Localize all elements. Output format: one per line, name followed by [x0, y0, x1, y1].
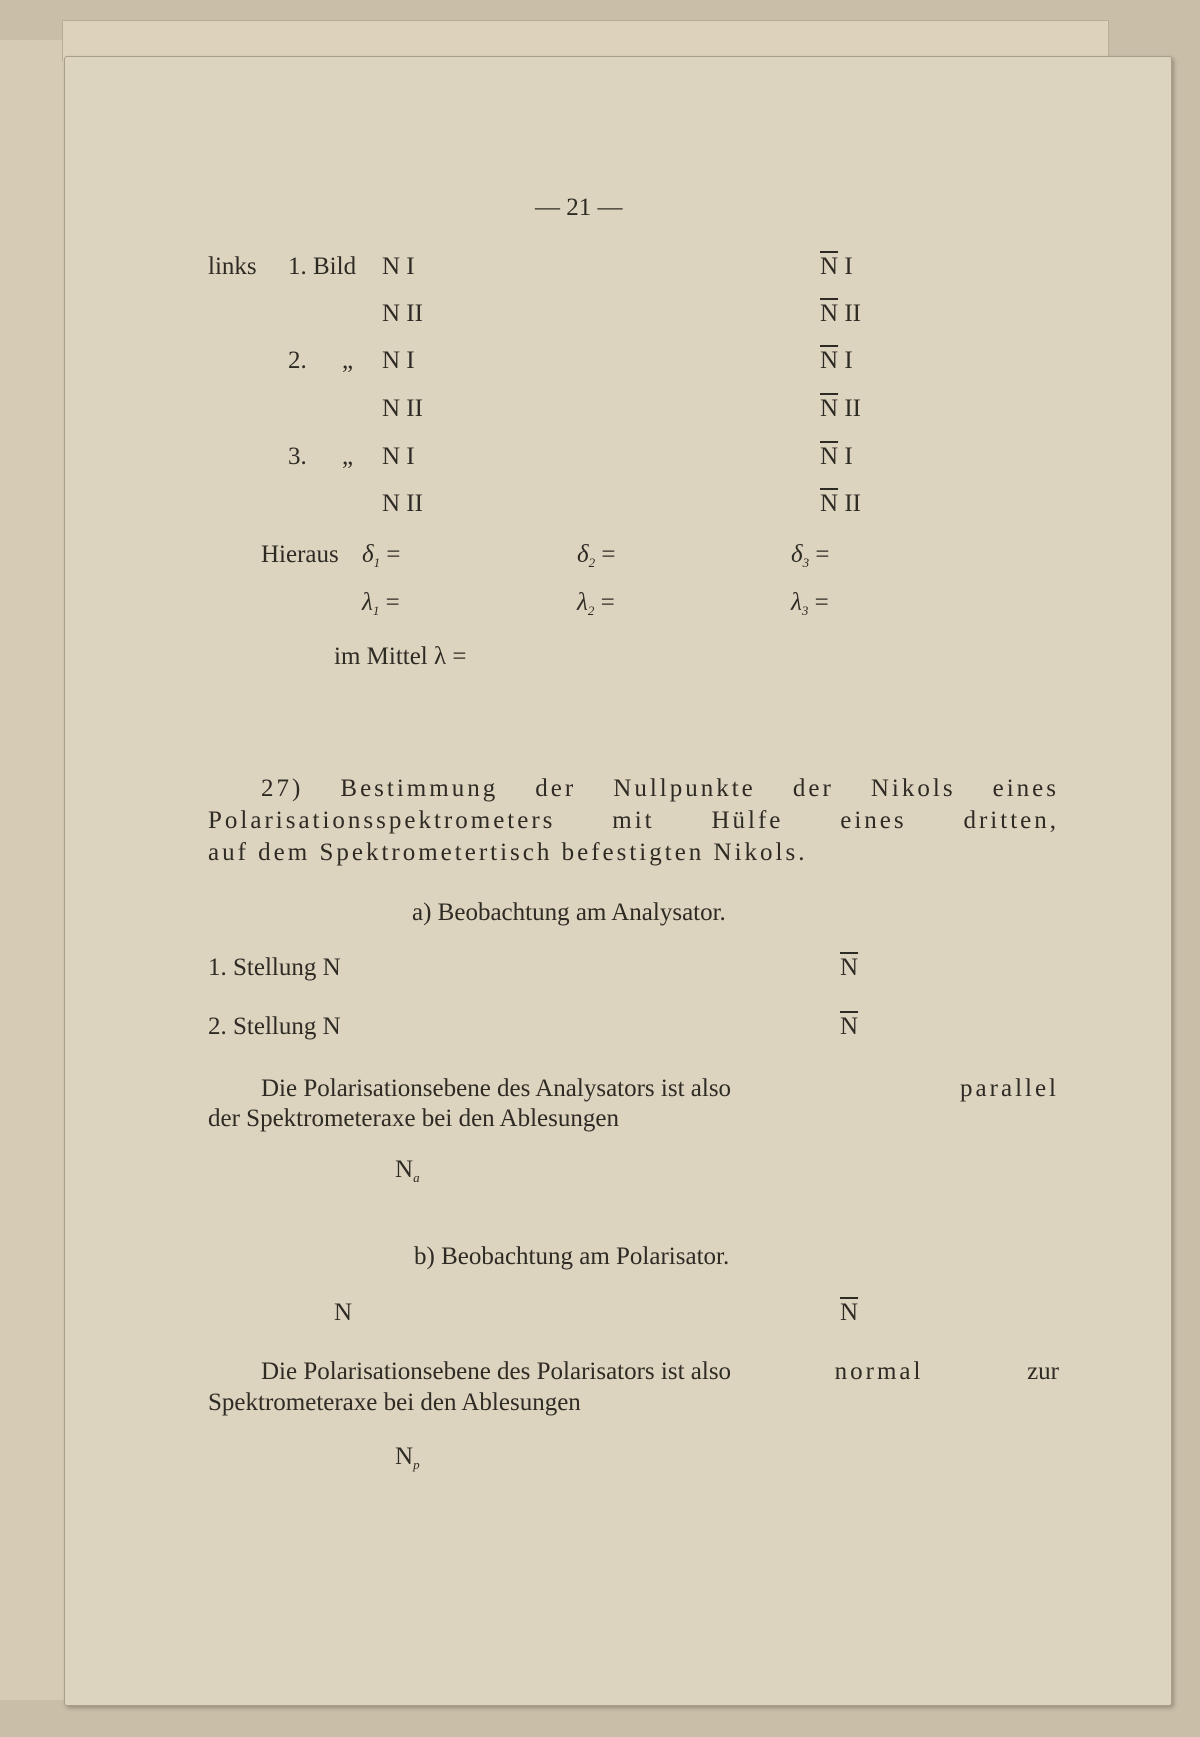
- reading-n-ii-1: N II: [382, 300, 423, 327]
- ditto-mark-2: „: [342, 347, 354, 374]
- label-bild-3: 3.: [288, 443, 307, 470]
- mean-lambda: im Mittel λ =: [334, 643, 467, 670]
- delta-1: $\delta_1$ =: [362, 541, 401, 570]
- stellung-2-nbar: $\overline{N}$: [840, 1013, 859, 1040]
- reading-nbar-ii-1: $\overline{N}$ II: [820, 300, 861, 327]
- lambda-3: $\lambda_3$ =: [791, 589, 829, 618]
- delta-2: $\delta_2$ =: [577, 541, 616, 570]
- reading-nbar-ii-3: $\overline{N}$ II: [820, 490, 861, 517]
- stellung-1-nbar: $\overline{N}$: [840, 954, 859, 981]
- page-number: — 21 —: [535, 194, 623, 221]
- part-a-paragraph-line-1: [261, 1076, 1059, 1101]
- left-page-edge: [0, 40, 67, 1700]
- symbol-n-p: $N_p$: [395, 1443, 420, 1472]
- part-a-heading: a) Beobachtung am Analysator.: [412, 899, 726, 926]
- section-27-line-3: auf dem Spektrometertisch befestigten Nikols.: [208, 839, 808, 866]
- reading-n-ii-3: N II: [382, 490, 423, 517]
- part-b-nbar: $\overline{N}$: [840, 1299, 859, 1326]
- stellung-1: 1. Stellung N: [208, 954, 341, 981]
- reading-nbar-i-3: $\overline{N}$ I: [820, 443, 853, 470]
- back-page-edge: [62, 20, 1109, 61]
- label-links: links: [208, 253, 257, 280]
- section-27-line-1: 27) Bestimmung der Nullpunkte der Nikols eines: [261, 775, 1059, 802]
- stellung-2: 2. Stellung N: [208, 1013, 341, 1040]
- section-27-line-2: Polarisationsspektrometers mit Hülfe eines dritten,: [208, 807, 1059, 834]
- book-page: [64, 56, 1172, 1706]
- reading-n-i-3: N I: [382, 443, 415, 470]
- part-b-text: Die Polarisationsebene des Polarisators ist also: [261, 1358, 732, 1385]
- label-bild-2: 2.: [288, 347, 307, 374]
- part-b-n: N: [334, 1299, 353, 1326]
- symbol-n-a: $N_a$: [395, 1156, 420, 1185]
- label-hieraus: Hieraus: [261, 541, 339, 568]
- ditto-mark-3: „: [342, 443, 354, 470]
- part-a-paragraph-line-2: der Spektrometeraxe bei den Ablesungen: [208, 1105, 619, 1132]
- reading-nbar-ii-2: $\overline{N}$ II: [820, 395, 861, 422]
- reading-n-i-2: N I: [382, 347, 415, 374]
- lambda-2: $\lambda_2$ =: [577, 589, 615, 618]
- part-b-paragraph-line-1: [261, 1359, 1059, 1384]
- label-bild-1: 1. Bild: [288, 253, 357, 280]
- lambda-1: $\lambda_1$ =: [362, 589, 400, 618]
- reading-nbar-i-2: $\overline{N}$ I: [820, 347, 853, 374]
- part-b-heading: b) Beobachtung am Polarisator.: [414, 1243, 730, 1270]
- reading-n-ii-2: N II: [382, 395, 423, 422]
- delta-3: $\delta_3$ =: [791, 541, 830, 570]
- part-b-text-end: zur: [1027, 1358, 1059, 1385]
- reading-n-i-1: N I: [382, 253, 415, 280]
- part-b-paragraph-line-2: Spektrometeraxe bei den Ablesungen: [208, 1389, 581, 1416]
- part-a-text: Die Polarisationsebene des Analysators ist also: [261, 1075, 732, 1102]
- reading-nbar-i-1: $\overline{N}$ I: [820, 253, 853, 280]
- word-parallel: parallel: [960, 1075, 1059, 1102]
- word-normal: normal: [834, 1358, 924, 1385]
